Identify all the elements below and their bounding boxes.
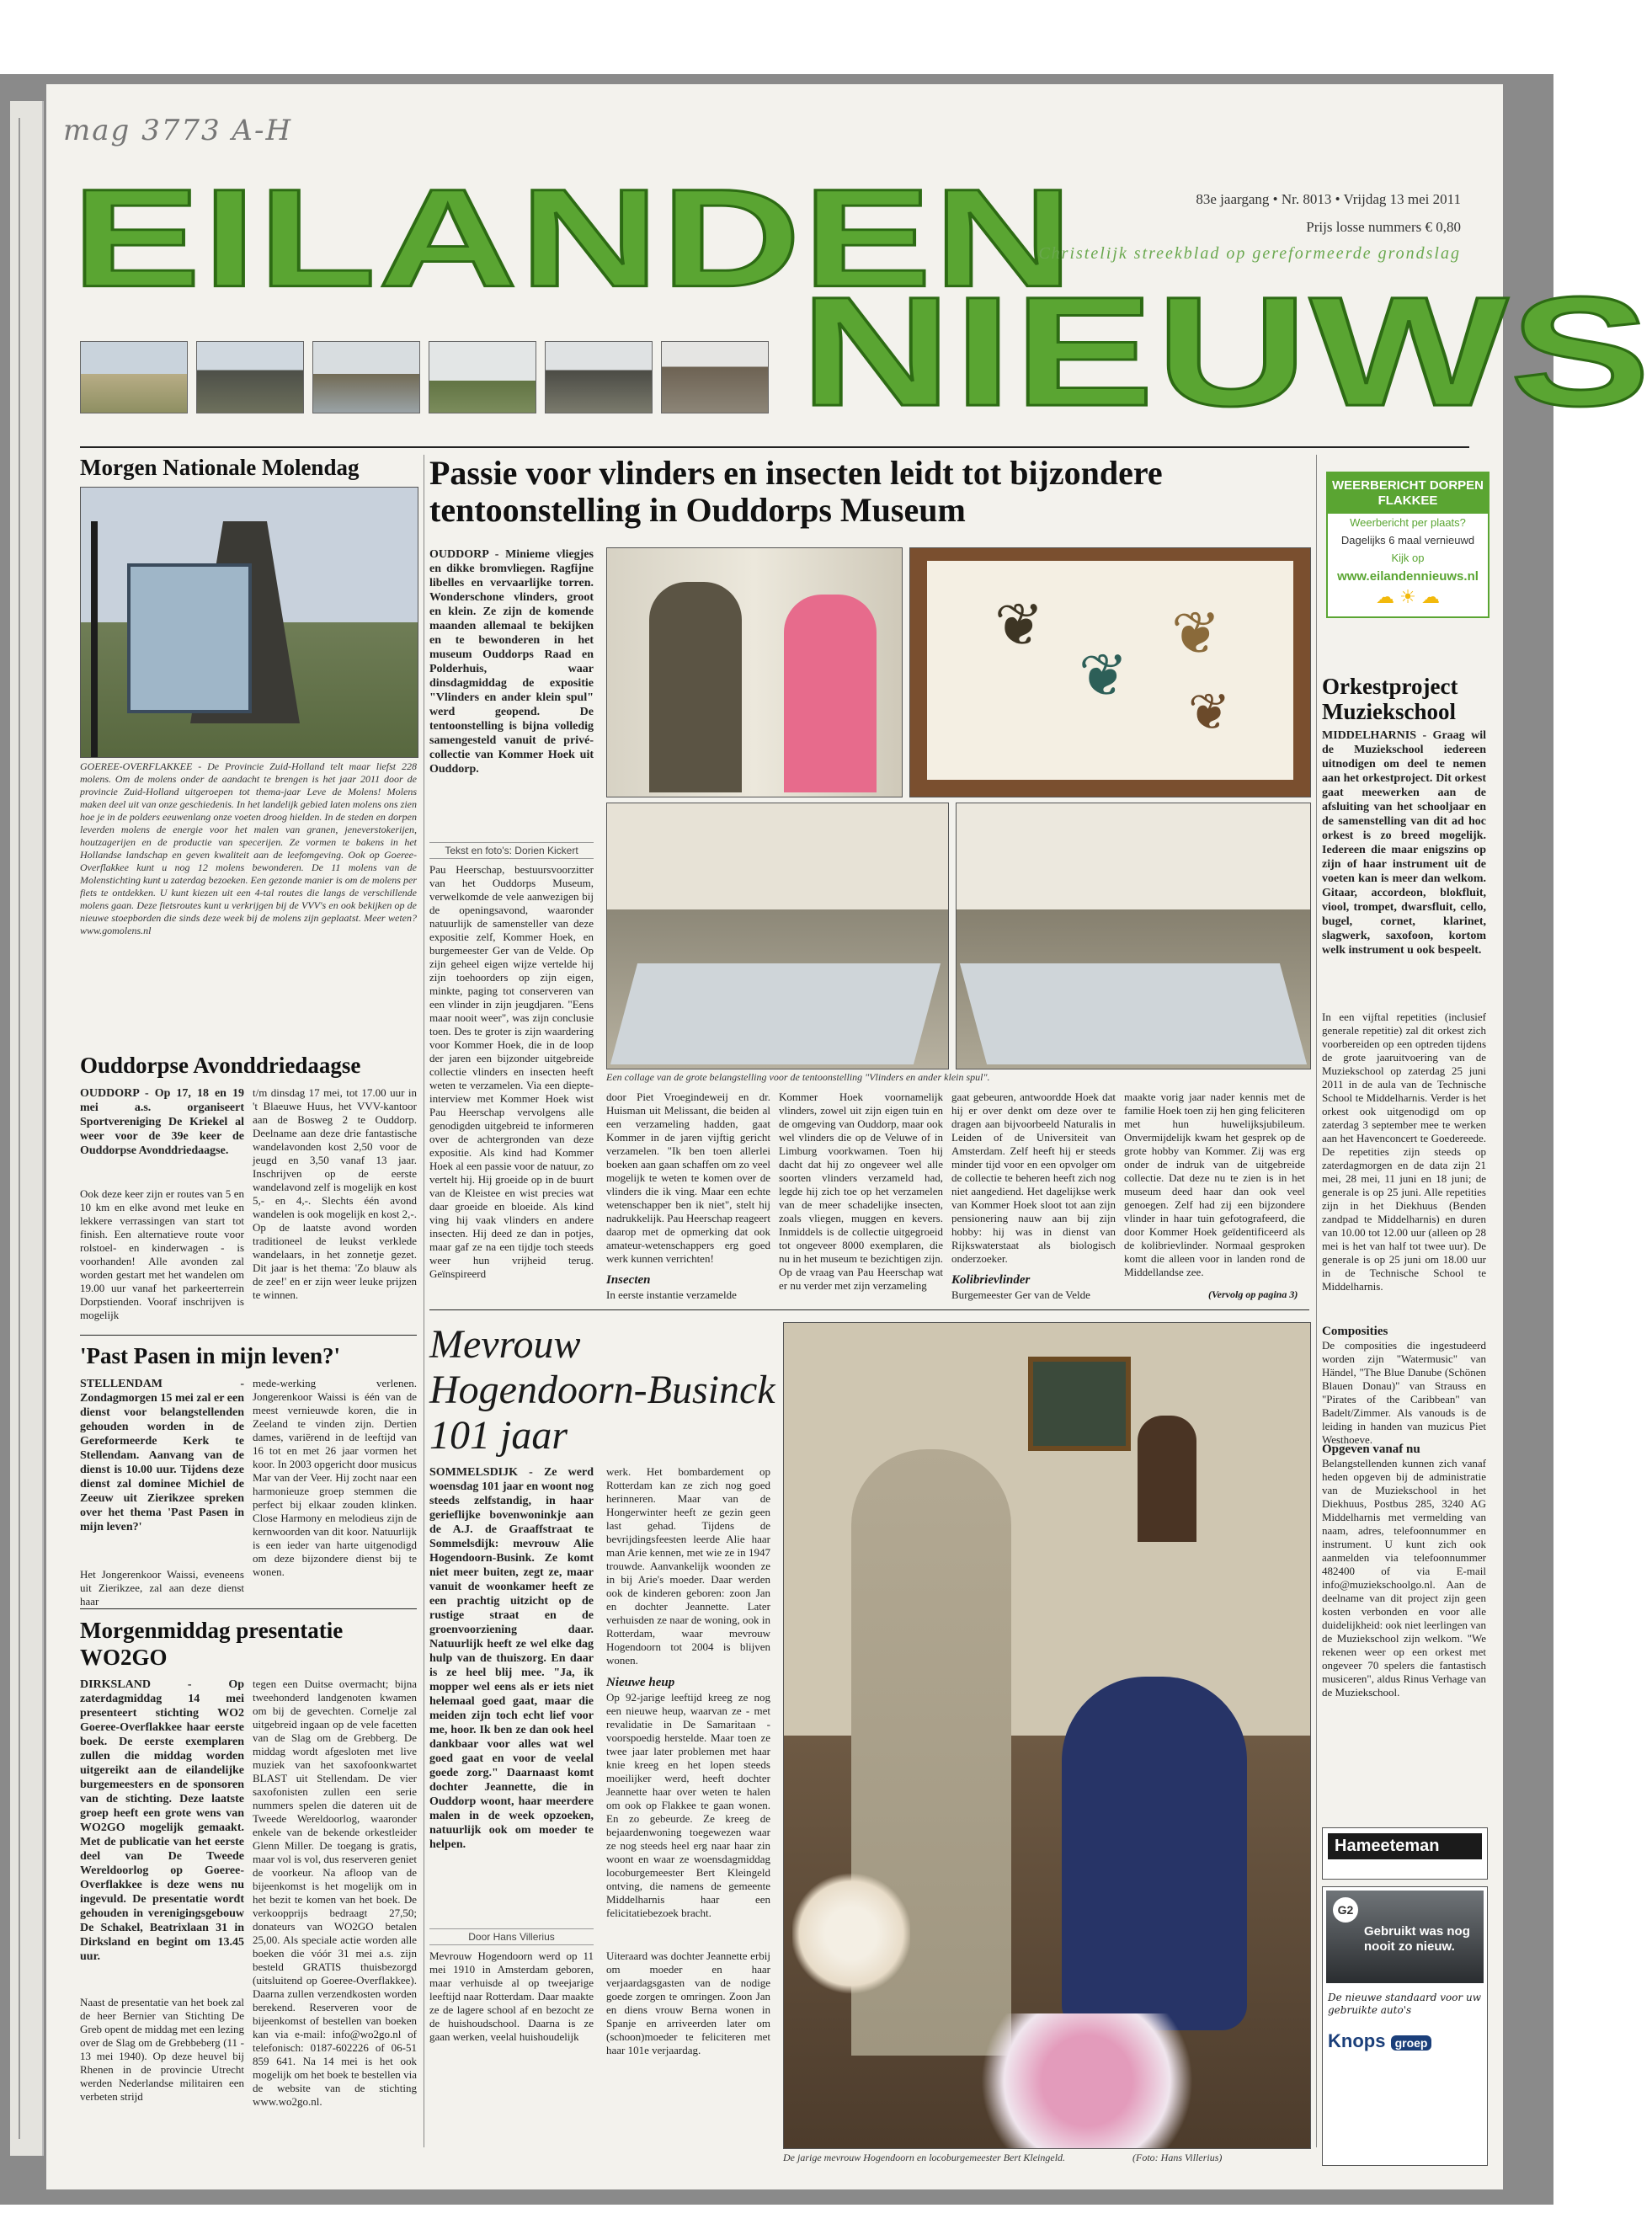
hameeteman-logo: Hameeteman: [1328, 1833, 1482, 1859]
pasen-lead: STELLENDAM - Zondagmorgen 15 mei zal er een dienst voor belangstellenden gehouden worden in de Gereformeerde Kerk te Stellendam. Aanvang van de dienst is 10.00 uur. Tijdens deze dienst zal dominee Michiel de Zeeuw uit Zierikzee spreken over het thema 'Past Pasen in mijn leven?': [80, 1378, 244, 1533]
molendag-caption: GOEREE-OVERFLAKKEE - De Provincie Zuid-Holland telt maar liefst 228 molens. Om de molens onder de aandacht te brengen is het jaar 2011 door de provincie Zuid-Holland uitgeroepen tot thema-jaar Leve de Molens! Molens maken deel uit van onze geschiedenis. In het landelijk gebied laten molens ons zien hoe je in de polders eeuwenlang onze voeten droog hielden. In de steden en dorpen leverden molens de energie voor het malen van granen, jeneverstokerijen, houtzagerijen en de productie van specerijen. Ze vormen te bakens in het Hollandse landschap en geven kwaliteit aan de leefomgeving. Ook op Goeree-Overflakkee kunt u nog 12 molens bewonderen. De 11 molens van de Molenstichting kunt u zaterdag bezoeken. Een gezonde manier is om de molens per fiets te ontdekken. U kunt kiezen uit een 4-tal routes die langs de verschillende molens gaan. Deze fietsroutes kunt u verkrijgen bij de VVV's en ook bekijken op de nieuwe stoepborden die sinds deze week bij de molens zijn geplaatst. Meer weten? www.gomolens.nl: [80, 760, 417, 936]
newspaper-page: [46, 84, 1652, 2189]
wo2go-headline: Morgenmiddag presentatie WO2GO: [80, 1618, 344, 1670]
orkest-body-2: De composities die ingestudeerd worden zijn "Watermusic" van Händel, "The Blue Danube (Schönen Blauen Donau)" van Strauss en "Pirates of the Caribbean" van Badelt/Zimmer. Als vanouds is de leiding in handen van muzicus Piet Westhoeve.: [1322, 1339, 1486, 1446]
vlinders-headline: Passie voor vlinders en insecten leidt tot bijzondere tentoonstelling in Ouddorps Museum: [429, 454, 1163, 529]
hogendoorn-byline: Door Hans Villerius: [429, 1928, 594, 1945]
knops-visual: [1326, 1891, 1484, 1983]
weather-box[interactable]: [1326, 472, 1489, 618]
vlinders-lead: OUDDORP - Minieme vliegjes en dikke bromvliegen. Ragfijne libelles en vervaarlijke torren. Wonderschone vlinders, groot en klein. Ze zijn de komende maanden allemaal te bekijken en te bewonderen in het museum Ouddorps Raad en Polderhuis, waar dinsdagmiddag de expositie "Vlinders en ander klein spul" werd geopend. De tentoonstelling is bijna volledig samengesteld vanuit de privé-collectie van Kommer Hoek uit Ouddorp.: [429, 548, 594, 776]
hogendoorn-body-3: Op 92-jarige leeftijd kreeg ze nog een nieuwe heup, waarvan ze - met revalidatie in De Samaritaan - voorspoedig herstelde. Maar toen ze twee jaar later problemen met haar knie kreeg en het lopen steeds moeilijker werd, heeft dochter Jeannette haar over weten te halen om ook op Flakkee te gaan wonen. En zo gebeurde. Ze kreeg de bejaardenwoning toegewezen waar ze nog steeds heel erg naar haar zin woont en waar ze woensdagmiddag locoburgemeester Bert Kleingeld ontving, die namens de gemeente Middelharnis haar een felicitatiebezoek bracht.: [606, 1691, 770, 1919]
museum-collage-left: [606, 803, 949, 1069]
flowers: [792, 1870, 910, 1997]
archive-note: mag 3773 A-H: [63, 114, 293, 147]
wo2go-lead: DIRKSLAND - Op zaterdagmiddag 14 mei presenteert stichting WO2 Goeree-Overflakkee haar eerste boek. De eerste exemplaren zullen die middag worden uitgereikt aan de eilandelijke burgemeesters en de sponsoren van de stichting. Deze laatste groep heeft een grote wens van WO2GO mogelijk gemaakt. Met de publicatie van het eerste deel van De Tweede Wereldoorlog op Goeree-Overflakkee is deze wens nu ingevuld. De presentatie wordt gehouden in verenigingsgebouw De Schakel, Beatrixlaan 31 in Dirksland en begint om 13.45 uur.: [80, 1678, 244, 1963]
strip-photo-lighthouse: [429, 341, 536, 413]
masthead-rule: [80, 446, 1469, 448]
knops-tagline: De nieuwe standaard voor uw gebruikte auto's: [1328, 1992, 1481, 2016]
vlinders-body-4b: Burgemeester Ger van de Velde: [951, 1288, 1090, 1301]
vlinders-body-2b: In eerste instantie verzamelde: [606, 1288, 737, 1301]
vlinders-body-2: door Piet Vroegindeweij en dr. Huisman uit Melissant, die beiden al een verzameling hadden, gaat Kommer in de jaren vijftig gericht verzamelen. "Ik ben toen allerlei boeken aan gaan schaffen om zo veel mogelijk te weten te komen over de vlinders die ik ving. Maar een echte wetenschapper ben ik niet", stelt hij nadrukkelijk. Pau Heerschap reageert daarop met de opmerking dat ook amateur-wetenschappers erg goed werk kunnen verrichten!: [606, 1091, 770, 1265]
hogendoorn-caption: De jarige mevrouw Hogendoorn en locoburgemeester Bert Kleingeld.: [783, 2152, 1066, 2163]
wo2go-body-1: Naast de presentatie van het boek zal de heer Bernier van Stichting De Greb opent de middag met een lezing over de Slag om de Grebbeberg (11 - 13 mei 1940). Op deze heuvel bij Rhenen in de provincie Utrecht werden Nederlandse militairen een verbeten strijd: [80, 1996, 244, 2103]
display-counter: [960, 963, 1307, 1064]
flowers: [952, 2013, 1222, 2148]
column-rule: [1316, 455, 1317, 2147]
vlinders-body-3: Kommer Hoek voornamelijk vlinders, zowel uit zijn eigen tuin en de omgeving van Ouddorp, maar ook wel vlinders die op de Veluwe of in Limburg voorkwamen. Toen hij dacht dat hij zo ongeveer wel alle soorten vlinders verzameld had, legde hij zich toe op het verzamelen van de meer schadelijke insecten, zoals vliegen, muggen en kevers. Inmiddels is de collectie uitgegroeid tot ongeveer 8000 exemplaren, die nu in het museum te bezichtigen zijn. Op de vraag van Pau Heerschap wat er nu verder met zijn verzameling: [779, 1091, 943, 1292]
hameeteman-ad[interactable]: [1322, 1827, 1488, 1880]
visitor-man: [649, 582, 742, 792]
weather-icons: ☁ ☀ ☁: [1376, 586, 1440, 607]
composities-subhead: Composities: [1322, 1325, 1388, 1338]
issue-line: 83e jaargang • Nr. 8013 • Vrijdag 13 mei 2011: [1196, 191, 1461, 207]
masthead-photo-strip: [80, 341, 769, 413]
strip-photo-harbour: [312, 341, 420, 413]
hogendoorn-body-2: werk. Het bombardement op Rotterdam kan ze zich nog goed herinneren. Maar van de Hongerwinter heeft ze gezin geen last gehad. Tijdens de bevrijdingsfeesten leerde Alie haar man Arie kennen, met wie ze in 1947 trouwde. Aanvankelijk woonden ze in bij Arie's moeder. Daar werden ook de kinderen geboren: zoon Jan en dochter Jeannette. Later verhuisden ze naar de woning, ook in Rotterdam, waar mevrouw Hogendoorn tot 2004 is blijven wonen.: [606, 1465, 770, 1667]
weather-title: WEERBERICHT DORPEN FLAKKEE: [1328, 473, 1488, 514]
clock: [1138, 1416, 1196, 1542]
lamp-post: [91, 521, 98, 757]
section-rule: [80, 1608, 417, 1609]
museum-photo-visitors: [606, 547, 903, 797]
knops-groep: groep: [1391, 2035, 1432, 2051]
price-line: Prijs losse nummers € 0,80: [1306, 219, 1461, 235]
knops-ad[interactable]: [1322, 1886, 1488, 2166]
weather-url[interactable]: www.eilandennieuws.nl: [1337, 569, 1479, 584]
painting-frame: [1028, 1357, 1131, 1451]
wo2go-body-2: tegen een Duitse overmacht; bijna tweehonderd landgenoten kwamen om bij de gevechten. Cornelje zal uitgebreid ingaan op de vele facetten van de Slag om de Grebberg. De middag wordt afgesloten met live muziek van het saxofoonkwartet BLAST uit Stellendam. De vier saxofonisten zullen een serie nummers spelen die dateren uit de Tweede Wereldoorlog, waaronder enkele van de bekende orkestleider Glenn Miller. De toegang is gratis, maar vol is vol, dus reserveren geniet de voorkeur. Na afloop van de bijeenkomst is het mogelijk om in het bezit te komen van het boek. De verkoopprijs bedraagt 27,50; donateurs van WO2GO betalen 25,00. Als speciale actie worden alle boeken die vóór 31 mei a.s. zijn besteld GRATIS thuisbezorgd (uitsluitend op Goeree-Overflakkee). Daarna zullen verzendkosten worden berekend. Reserveren voor de bijeenkomst of bestellen van boeken kan via e-mail: info@wo2go.nl of telefonisch: 0187-602226 of 06-51 859 641. Na 14 mei is het ook mogelijk om het boek te bestellen via de website van de stichting www.wo2go.nl.: [253, 1677, 417, 2108]
woman-seated: [1062, 1677, 1247, 2030]
visitor-woman: [784, 595, 877, 792]
avonddriedaagse-body-1: Ook deze keer zijn er routes van 5 en 10 km en elke avond met leuke en lekkere verrassingen van start tot finish. Een alternatieve route voor rolstoel- en kinderwagen - is voorhanden! Alle avonden zal worden gestart met het wandelen om 19.00 uur vanaf het parkeerterrein Dorpstienden. Vooraf inschrijven is mogelijk: [80, 1187, 244, 1321]
molendag-headline: Morgen Nationale Molendag: [80, 455, 360, 480]
knops-logo-row: [1323, 2022, 1487, 2061]
strip-photo-church: [196, 341, 304, 413]
vlinders-byline: Tekst en foto's: Dorien Kickert: [429, 842, 594, 859]
museum-collage-right: [956, 803, 1311, 1069]
masthead-top: EILANDEN: [72, 159, 1075, 316]
knops-slogan-box: Gebruikt was nog nooit zo nieuw.: [1364, 1924, 1470, 1954]
binding-spine: [10, 101, 44, 2156]
masthead-bottom: NIEUWS: [800, 264, 1652, 439]
museum-photo-caption: Een collage van de grote belangstelling voor de tentoonstelling "Vlinders en ander klein spul".: [606, 1071, 990, 1083]
molendag-photo: [80, 487, 418, 758]
kolibrievlinder-subhead: Kolibrievlinder: [951, 1273, 1031, 1287]
avonddriedaagse-lead: OUDDORP - Op 17, 18 en 19 mei a.s. organiseert Sportvereniging De Kriekel al weer voor de 39e keer de Ouddorpse Avonddriedaagse.: [80, 1087, 244, 1157]
weather-sub: Weerbericht per plaats?: [1350, 516, 1466, 529]
hogendoorn-photo: [783, 1322, 1311, 2149]
butterfly-display-photo: [909, 547, 1311, 797]
pasen-body-1: Het Jongerenkoor Waissi, eveneens uit Zierikzee, zal aan deze dienst haar: [80, 1568, 244, 1608]
weather-frequency: Dagelijks 6 maal vernieuwd: [1340, 534, 1475, 547]
pasen-body-2: mede-werking verlenen. Jongerenkoor Waissi is één van de meest vernieuwde koren, die in Zeeland te vinden zijn. Dertien dames, variërend in de leeftijd van 16 tot en met 26 jaar vormen het koor. In 2003 opgericht door musicus Mar van der Veer. Hij zocht naar een harmonieuze groep stemmen die perfect bij elkaar zouden klinken. Close Harmony en melodieus zijn de kernwoorden van dit koor. Natuurlijk is een ieder van harte uitgenodigd om deze bijzondere dienst bij te wonen.: [253, 1377, 417, 1578]
section-rule: [80, 1335, 417, 1336]
info-board: [127, 563, 252, 713]
hogendoorn-photo-credit: (Foto: Hans Villerius): [1132, 2152, 1223, 2163]
orkest-body-3: Belangstellenden kunnen zich vanaf heden opgeven bij de administratie van de Muziekschool in het Diekhuus, Postbus 285, 3240 AG Middelharnis met vermelding van naam, adres, telefoonnummer en instrument. U kunt zich ook aanmelden via telefoonnummer 482400 of via E-mail info@muziekschoolgo.nl. Aan de deelname van dit project zijn geen kosten verbonden en voor alle duidelijkheid: ook niet leerlingen van de Muziekschool zijn welkom. "We rekenen weer op een orkest met ongeveer 70 spelers die fantastisch musiceren", aldus Rinus Verhage van de Muziekschool.: [1322, 1457, 1486, 1699]
opgeven-subhead: Opgeven vanaf nu: [1322, 1443, 1420, 1456]
display-counter: [610, 963, 941, 1064]
binding-line: [19, 118, 20, 2139]
strip-photo-village: [545, 341, 653, 413]
butterfly-icon: ❦: [1188, 685, 1231, 740]
butterfly-icon: ❦: [1171, 602, 1221, 667]
butterfly-icon: ❦: [994, 594, 1044, 659]
hogendoorn-lead: SOMMELSDIJK - Ze werd woensdag 101 jaar en woont nog steeds zelfstandig, in haar gerieflijke bovenwoninkje aan de A.J. de Graaffstraat te Sommelsdijk: mevrouw Alie Hogendoorn-Busink. Ze komt niet meer buiten, zegt ze, maar vanuit de woonkamer heeft ze een prachtig uitzicht op de rustige straat en de groenvoorziening daar. Natuurlijk heeft ze wel elke dag hulp van de thuiszorg. En daar is ze heel blij mee. "Ja, ik mopper wel eens als er iets niet helemaal goed gaat, maar die meiden zijn toch echt lief voor me, hoor. Ik ben ze dan ook heel dankbaar voor alles wat wel goed gaat en voor de veelal goede zorg." Daarnaast komt dochter Jeannette, die in Ouddorp woont, haar meerdere malen in de week opzoeken, natuurlijk ook om moeder te helpen.: [429, 1466, 594, 1851]
weather-look: Kijk op: [1391, 552, 1425, 564]
pasen-headline: 'Past Pasen in mijn leven?': [80, 1343, 340, 1368]
insecten-subhead: Insecten: [606, 1273, 651, 1287]
vlinders-body-1: Pau Heerschap, bestuursvoorzitter van het Ouddorps Museum, verwelkomde de vele aanwezigen bij de openingsavond, waaronder natuurlijk de samensteller van deze expositie zelf, Kommer Hoek, en burgemeester Ger van de Velde. Op zijn geheel eigen wijze vertelde hij zijn toehoorders op zijn eigen, minkte, paging tot conserveren van een vlinder in zijn jeugdjaren. "Eens maar nooit weer", was zijn conclusie toen. Des te groter is zijn waardering voor Kommer Hoek, die in de loop der jaren een bijzonder uitgebreide collectie vlinders en insecten heeft weten te verzamelen. Via een diepte-interview met Kommer Hoek wist Pau Heerschap vervolgens alle genodigden uitgebreid te informeren over de achtergronden van deze expositie. Als kind had Kommer Hoek al een passie voor de natuur, zo vertelt hij. Hij groeide op in de buurt van de Kleistee en wist precies wat daar groeide en bloeide. Als kind ving hij vaak vlinders en andere insecten. Hij deed ze dan in potjes, maar gaf ze na een tijdje toch steeds weer hun vrijheid terug. Geïnspireerd: [429, 863, 594, 1280]
strip-photo-dunes: [80, 341, 188, 413]
orkest-headline: Orkestproject Muziekschool: [1322, 674, 1458, 724]
tagline: Christelijk streekblad op gereformeerde grondslag: [1038, 244, 1461, 263]
avonddriedaagse-body-2: t/m dinsdag 17 mei, tot 17.00 uur in 't Blaeuwe Huus, het VVV-kantoor aan de Bosweg 2 te Ouddorp. Deelname aan deze drie fantastische wandelavonden kost 2,50 voor de jeugd en 3,50 vanaf 13 jaar. Inschrijven op de eerste wandelavond zelf is mogelijk en kost 5,- en 4,-. Slechts één avond wandelen is ook mogelijk en kost 2,-. Op de laatste avond worden traditioneel de leukst verklede wandelaars, in het zonnetje gezet. Dit jaar is het thema: 'Zo blauw als de zee!' en er zijn weer leuke prijzen te winnen.: [253, 1086, 417, 1301]
hogendoorn-body-4: Uiteraard was dochter Jeannette erbij om moeder en haar verjaardagsgasten van de nodige goede zorgen te omringen. Zoon Jan en diens vrouw Berna wonen in Spanje en arriveerden later om (schoon)moeder te feliciteren met haar 101e verjaardag.: [606, 1949, 770, 2056]
hogendoorn-body-1: Mevrouw Hogendoorn werd op 11 mei 1910 in Amsterdam geboren, maar verhuisde al op tweejarige leeftijd naar Rotterdam. Daar maakte ze de lagere school af en bezocht ze de huishoudschool. Daarna is ze gaan werken, veelal huishoudelijk: [429, 1949, 594, 2043]
avonddriedaagse-headline: Ouddorpse Avonddriedaagse: [80, 1053, 361, 1078]
strip-photo-townhall: [661, 341, 769, 413]
knops-logo: Knops: [1328, 2030, 1386, 2051]
knops-g2-icon: G2: [1333, 1897, 1358, 1923]
vlinders-body-5: maakte vorig jaar nader kennis met de familie Hoek toen zij hen ging feliciteren met hun huwelijksjubileum. Onvermijdelijk kwam het gesprek op de grote hobby van Kommer. Zij was erg onder de indruk van de uitgebreide collectie. Dat deze nu te zien is in het museum deed haar dan ook veel genoegen. Zelf had zij een bijzondere vlinder in haar tuin gefotografeerd, die door Kommer Hoek geïdentificeerd als de kolibrievlinder. Normaal gesproken komt die alleen voor in landen rond de Middellandse zee.: [1124, 1091, 1305, 1278]
vlinders-continued: (Vervolg op pagina 3): [1208, 1288, 1298, 1300]
section-rule: [429, 1309, 1309, 1310]
nieuwe-heup-subhead: Nieuwe heup: [606, 1676, 675, 1689]
butterfly-icon: ❦: [1079, 644, 1128, 709]
orkest-lead: MIDDELHARNIS - Graag wil de Muziekschool iedereen uitnodigen om deel te nemen aan het orkestproject. Dit orkest gaat meewerken aan de afsluiting van het schooljaar en de samenstelling van dit ad hoc orkest is zo breed mogelijk. Iedereen die maar enigszins op zijn of haar instrument uit de voeten kan is meer dan welkom. Gitaar, accordeon, blokfluit, viool, trompet, dwarsfluit, cello, bugel, cornet, klarinet, slagwerk, saxofoon, kortom welk instrument u ook bespeelt.: [1322, 729, 1486, 957]
orkest-body-1: In een vijftal repetities (inclusief generale repetitie) zal dit orkest zich voorbereiden op een optreden tijdens de grote jaaruitvoering van de Muziekschool op zaterdag 25 juni 2011 in de aula van de Technische School te Middelharnis. Verder is het orkest ook uitgenodigd om op zaterdag 3 september mee te werken aan het Havenconcert te Goedereede. De repetities zijn steeds op zaterdagmorgen en de data zijn 21 mei, 28 mei, 11 juni en 18 juni; de generale is op 25 juni. Alle repetities zijn in het Diekhuus (Benden zandpad te Middelharnis) en duren van 10.00 tot 12.00 uur (alleen op 28 mei is het van half tot twee uur). De generale is op 25 juni om 18.00 uur in de Technische School te Middelharnis.: [1322, 1011, 1486, 1293]
hogendoorn-headline: Mevrouw Hogendoorn-Businck 101 jaar: [429, 1322, 775, 1458]
vlinders-body-4: gaat gebeuren, antwoordde Hoek dat hij er over denkt om deze over te dragen aan bijvoorbeeld Naturalis in Leiden of de Universiteit van Amsterdam. Zelf heeft hij er steeds minder tijd voor en een opvolger om de collectie te beheren heeft zich nog niet aangediend. Het dagelijkse werk van Kommer Hoek sloot tot aan zijn pensionering nauw aan bij zijn hobby: hij was in dienst van Rijkswaterstaat als biologisch onderzoeker.: [951, 1091, 1116, 1265]
